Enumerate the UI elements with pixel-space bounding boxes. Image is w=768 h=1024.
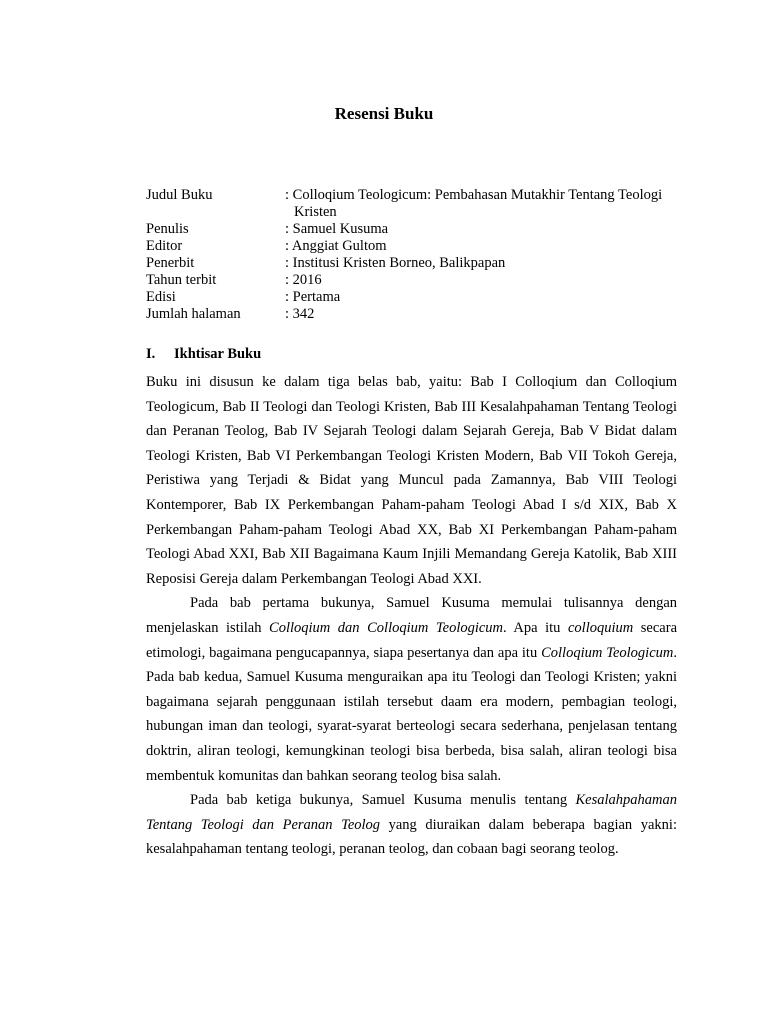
meta-row-tahun (146, 272, 686, 289)
meta-row-penulis (146, 221, 686, 238)
section-number: I. (146, 346, 156, 362)
meta-label: Tahun terbit (146, 272, 217, 288)
meta-label: Editor (146, 238, 183, 254)
meta-label: Penerbit (146, 255, 195, 271)
paragraph-2 (146, 591, 677, 788)
text-run: . Apa itu (503, 619, 568, 636)
text-run: yang diuraikan dalam beberapa bagian yakni: kesalahpahaman tentang teologi, peranan teolog, dan cobaan bagi seorang teolog. (146, 816, 677, 858)
body-text (146, 370, 677, 862)
meta-row-halaman (146, 306, 686, 323)
meta-row-judul (146, 187, 686, 221)
meta-value: : Colloqium Teologicum: Pembahasan Mutakhir Tentang Teologi Kristen (285, 187, 663, 220)
meta-value: : Institusi Kristen Borneo, Balikpapan (285, 255, 506, 271)
book-metadata (146, 187, 686, 323)
italic-term: colloquium (567, 619, 634, 636)
meta-row-edisi (146, 289, 686, 306)
meta-value: : Pertama (285, 289, 341, 305)
meta-value: : 2016 (285, 272, 322, 288)
section-heading (146, 346, 261, 363)
paragraph-1: Buku ini disusun ke dalam tiga belas bab, yaitu: Bab I Colloqium dan Colloqium Teologicum, Bab II Teologi dan Teologi Kristen, Bab III Kesalahpahaman Tentang Teologi dan Peranan Teolog, Bab IV Sejarah Teologi dalam Sejarah Gereja, Bab V Bidat dalam Teologi Kristen, Bab VI Perkembangan Teologi Kristen Modern, Bab VII Tokoh Gereja, Peristiwa yang Terjadi & Bidat yang Muncul pada Zamannya, Bab VIII Teologi Kontemporer, Bab IX Perkembangan Paham-paham Teologi Abad I s/d XIX, Bab X Perkembangan Paham-paham Teologi Abad XX, Bab XI Perkembangan Paham-paham Teologi Abad XXI, Bab XII Bagaimana Kaum Injili Memandang Gereja Katolik, Bab XIII Reposisi Gereja dalam Perkembangan Teologi Abad XXI. (146, 374, 677, 587)
italic-term: Colloqium Teologicum (541, 644, 674, 661)
meta-value: : Anggiat Gultom (285, 238, 387, 254)
meta-row-editor (146, 238, 686, 255)
paragraph-3 (146, 788, 677, 862)
meta-label: Judul Buku (146, 187, 213, 203)
meta-value: : 342 (285, 306, 315, 322)
meta-row-penerbit (146, 255, 686, 272)
section-title: Ikhtisar Buku (174, 346, 262, 362)
text-run: . Pada bab kedua, Samuel Kusuma menguraikan apa itu Teologi dan Teologi Kristen; yakni bagaimana sejarah penggunaan istilah tersebut daam era modern, pembagian teologi, hubungan iman dan teologi, syarat-syarat berteologi secara sederhana, penjelasan tentang doktrin, aliran teologi, kemungkinan teologi bisa berbeda, bisa salah, aliran teologi bisa membentuk komunitas dan bahkan seorang teolog bisa salah. (146, 644, 677, 784)
page-title: Resensi Buku (334, 104, 434, 123)
meta-label: Penulis (146, 221, 189, 237)
italic-term: Colloqium dan Colloqium Teologicum (269, 619, 504, 636)
text-run: Pada bab pertama bukunya, Samuel Kusuma memulai tulisannya dengan menjelaskan istilah (146, 595, 677, 636)
italic-term: Kesalahpahaman Tentang Teologi dan Peranan Teolog (146, 792, 677, 833)
meta-value: : Samuel Kusuma (285, 221, 389, 237)
meta-label: Jumlah halaman (146, 306, 241, 322)
text-run: secara etimologi, bagaimana pengucapannya, siapa pesertanya dan apa itu (146, 619, 678, 661)
text-run: Pada bab ketiga bukunya, Samuel Kusuma menulis tentang (190, 792, 576, 809)
meta-label: Edisi (146, 289, 176, 305)
